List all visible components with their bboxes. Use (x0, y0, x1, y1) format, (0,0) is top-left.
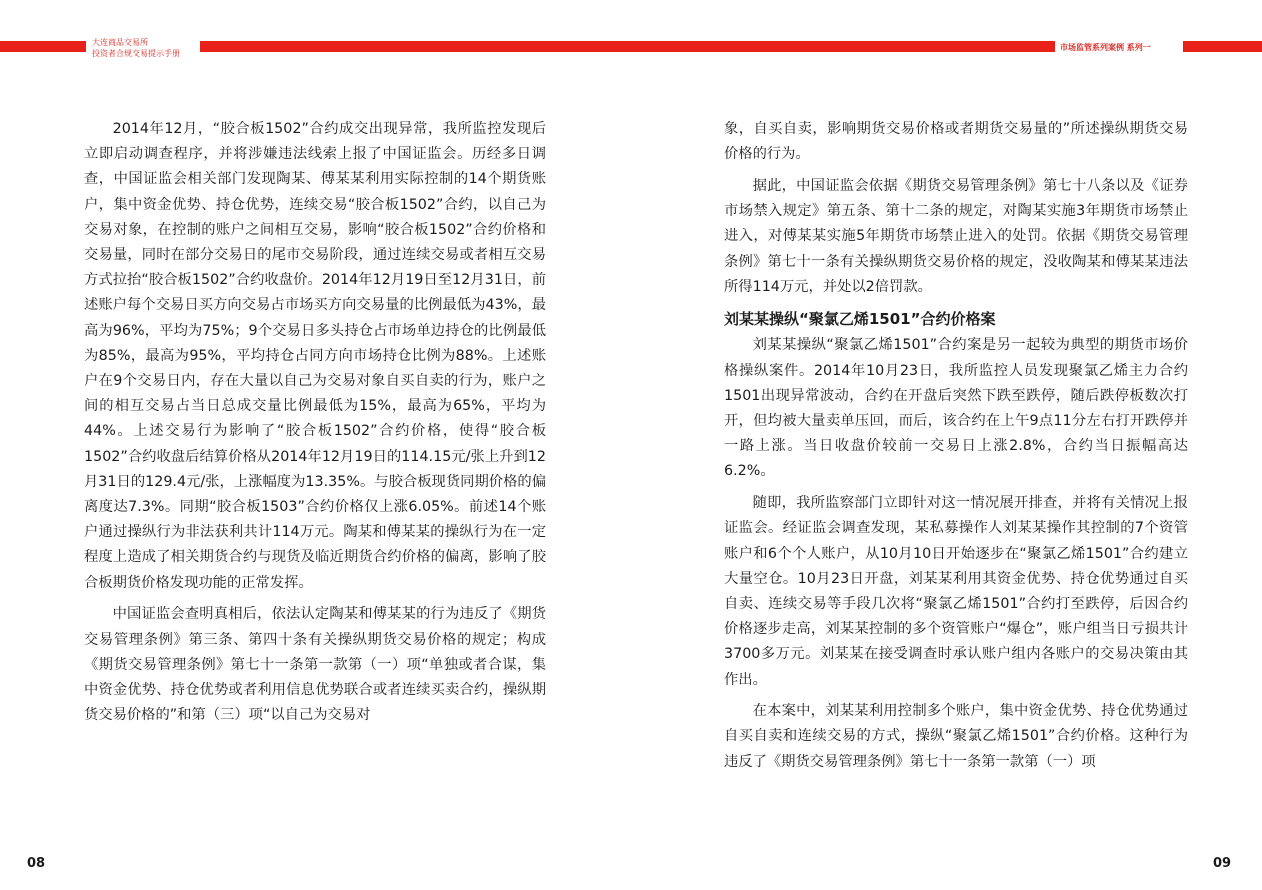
header-red-bar-left (0, 41, 86, 52)
paragraph-continuation: 象，自买自卖，影响期货交易价格或者期货交易量的”所述操纵期货交易价格的行为。 (724, 121, 1188, 163)
paragraph: 随即，我所监察部门立即针对这一情况展开排查，并将有关情况上报证监会。经证监会调查发现，某私募操作人刘某某操作其控制的7个资管账户和6个个人账户，从10月10日开始逐步在“聚氯乙烯1501”合约建立大量空仓。10月23日开盘，刘某某利用其资金优势、持仓优势通过自买自卖、连续交易等手段几次将“聚氯乙烯1501”合约打至跌停，后因合约价格逐步走高，刘某某控制的多个资管账户“爆仓”，账户组当日亏损共计3700多万元。刘某某在接受调查时承认账户组内各账户的交易决策由其作出。 (724, 495, 1188, 688)
page-number-right: 09 (1213, 856, 1232, 871)
paragraph: 据此，中国证监会依据《期货交易管理条例》第七十八条以及《证券市场禁入规定》第五条、第十二条的规定，对陶某实施3年期货市场禁止进入，对傅某某实施5年期货市场禁止进入的处罚。依据《期货交易管理条例》第七十一条有关操纵期货交易价格的规定，没收陶某和傅某某违法所得114万元，并处以2倍罚款。 (724, 177, 1188, 295)
paragraph: 中国证监会查明真相后，依法认定陶某和傅某某的行为违反了《期货交易管理条例》第三条、第四十条有关操纵期货交易价格的规定；构成《期货交易管理条例》第七十一条第一款第（一）项“单独或者合谋，集中资金优势、持仓优势或者利用信息优势联合或者连续买卖合约，操纵期货交易价格的”和第（三）项“以自己为交易对 (84, 606, 546, 724)
page-number-left: 08 (27, 856, 46, 871)
header-red-bar-left-long (200, 41, 730, 52)
running-header-left (92, 37, 180, 59)
paragraph: 在本案中，刘某某利用控制多个账户，集中资金优势、持仓优势通过自买自卖和连续交易的方式，操纵“聚氯乙烯1501”合约价格。这种行为违反了《期货交易管理条例》第七十一条第一款第（一）项 (724, 703, 1188, 770)
header-red-bar-right (1183, 41, 1262, 52)
paragraph: 2014年12月，“胶合板1502”合约成交出现异常，我所监控发现后立即启动调查程序，并将涉嫌违法线索上报了中国证监会。历经多日调查，中国证监会相关部门发现陶某、傅某某利用实际控制的14个期货账户，集中资金优势、持仓优势，连续交易“胶合板1502”合约，以自己为交易对象，在控制的账户之间相互交易，影响“胶合板1502”合约价格和交易量，同时在部分交易日的尾市交易阶段，通过连续交易或者相互交易方式拉抬“胶合板1502”合约收盘价。2014年12月19日至12月31日，前述账户每个交易日买方向交易占市场买方向交易量的比例最低为43%，最高为96%，平均为75%；9个交易日多头持仓占市场单边持仓的比例最低为85%，最高为95%，平均持仓占同方向市场持仓比例为88%。上述账户在9个交易日内，存在大量以自己为交易对象自买自卖的行为，账户之间的相互交易占当日总成交量比例最低为15%，最高为65%，平均为44%。上述交易行为影响了“胶合板1502”合约价格，使得“胶合板1502”合约收盘后结算价格从2014年12月19日的114.15元/张上升到12月31日的129.4元/张，上涨幅度为13.35%。与胶合板现货同期价格的偏离度达7.3%。同期“胶合板1503”合约价格仅上涨6.05%。前述14个账户通过操纵行为非法获利共计114万元。陶某和傅某某的操纵行为在一定程度上造成了相关期货合约与现货及临近期货合约价格的偏离，影响了胶合板期货价格发现功能的正常发挥。 (84, 121, 546, 591)
left-page-column (84, 117, 546, 735)
running-header-right: 市场监管系列案例 系列一 (1060, 43, 1151, 52)
paragraph: 刘某某操纵“聚氯乙烯1501”合约案是另一起较为典型的期货市场价格操纵案件。2014年10月23日，我所监控人员发现聚氯乙烯主力合约1501出现异常波动，合约在开盘后突然下跌至跌停，随后跌停板数次打开，但均被大量卖单压回，而后，该合约在上午9点11分左右打开跌停并一路上涨。当日收盘价较前一交易日上涨2.8%，合约当日振幅高达6.2%。 (724, 337, 1188, 480)
header-org-name: 大连商品交易所 (92, 38, 148, 47)
header-red-bar-right-long (730, 41, 1055, 52)
case-heading: 刘某某操纵“聚氯乙烯1501”合约价格案 (724, 310, 996, 329)
header-manual-title: 投资者合规交易提示手册 (92, 49, 180, 58)
right-page-column (724, 117, 1188, 781)
